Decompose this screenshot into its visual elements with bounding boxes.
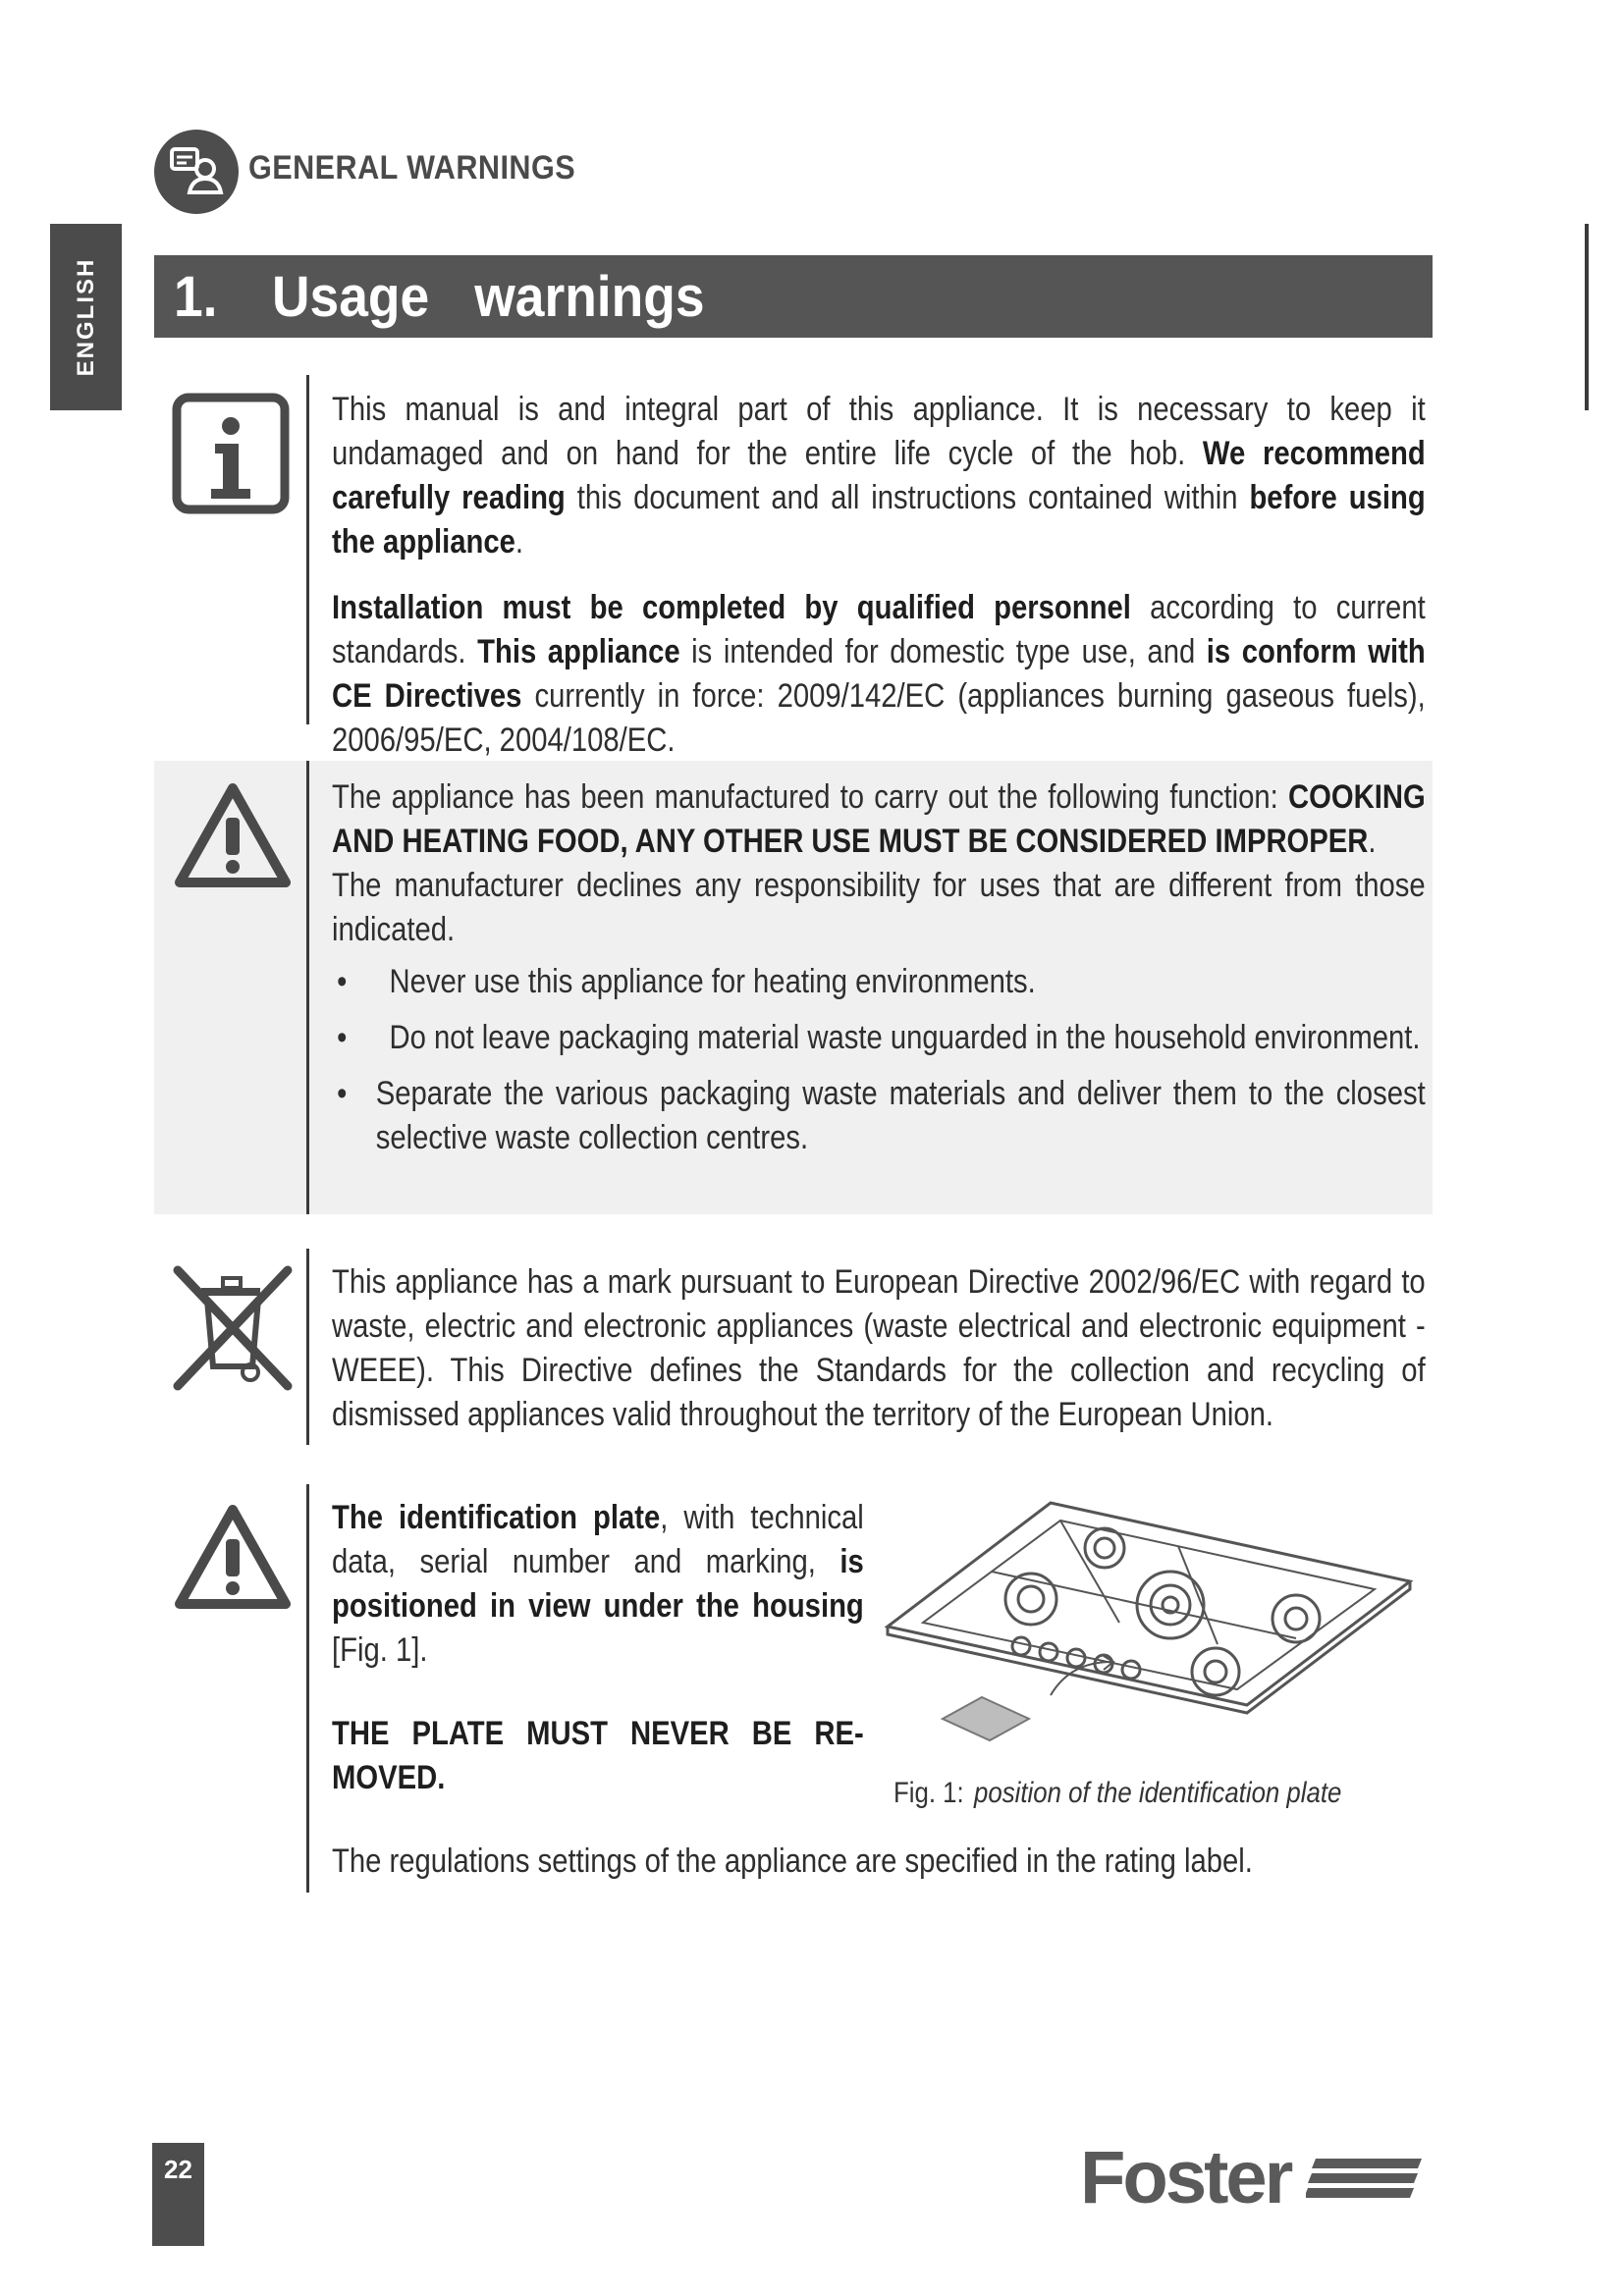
section-number: 1. [174,264,218,329]
plate-paragraph-1: The identification plate, with technical data, serial number and marking, is positioned in view under the housing [Fig. 1]. [332,1499,864,1669]
section-banner [154,255,1433,338]
brand-stripes-icon [1306,2153,1424,2204]
info-paragraph-1: This manual is and integral part of this appliance. It is necessary to keep it undamaged and on hand for the entire life cycle of the hob. We recommend carefully reading this document and all instructions contained within before using the appliance. [332,391,1426,561]
list-item: • Do not leave packaging material waste unguarded in the household environment. [337,1019,1421,1056]
weee-block-text [332,1260,1426,1459]
hob-with-plate-illustration [884,1497,1414,1767]
figure-caption: Fig. 1: position of the identification plate [893,1777,1342,1809]
manual-reader-icon [154,130,239,214]
plate-block-text [332,1496,864,1822]
margin-rule [1585,224,1589,410]
section-title: Usage warnings [272,264,705,329]
info-block-bar [306,375,309,724]
list-item: • Separate the various packaging waste materials and deliver them to the closest selective waste collection centres. [337,1075,1426,1156]
language-tab-label: ENGLISH [72,257,99,377]
weee-block-bar [306,1249,309,1445]
brand-name: Foster [1080,2136,1291,2219]
plate-paragraph-2: THE PLATE MUST NEVER BE REMOVED. [332,1715,864,1796]
warning-paragraph-1: The appliance has been manufactured to carry out the following function: COOKING AND HEATING FOOD, ANY OTHER USE MUST BE CONSIDERED IMPROPER. [332,778,1426,860]
rating-label-note: The regulations settings of the appliance are specified in the rating label. [332,1842,1253,1880]
warning-triangle-icon [172,780,294,895]
info-icon [172,393,290,519]
crossed-bin-icon [172,1264,294,1397]
warning-block-bar [306,761,309,1214]
brand-logo [1080,2135,1424,2220]
warning-block-text [332,775,1426,1172]
info-block-text [332,388,1426,784]
weee-paragraph: This appliance has a mark pursuant to European Directive 2002/96/EC with regard to waste, electric and electronic appliances (waste electrical and electronic equipment - WEEE). This Directive defines the Standards for the collection and recycling of dismissed appliances valid throughout the territory of the European Union. [332,1263,1426,1433]
page-number: 22 [164,2155,192,2184]
header-title: GENERAL WARNINGS [248,149,576,187]
page-number-box [152,2143,204,2246]
info-paragraph-2: Installation must be completed by qualified personnel according to current standards. This appliance is intended for domestic type use, and is conform with CE Directives currently in force: 2009/142/EC (appliances burning gaseous fuels), 2006/95/EC, 2004/108/EC. [332,589,1426,759]
plate-block-bar [306,1484,309,1893]
language-tab [50,224,122,410]
list-item: • Never use this appliance for heating environments. [337,963,1036,1000]
warning-paragraph-2: The manufacturer declines any responsibility for uses that are different from those indicated. [332,867,1426,948]
warning-triangle-icon [172,1502,294,1617]
warning-bullet-list [332,960,1426,1160]
